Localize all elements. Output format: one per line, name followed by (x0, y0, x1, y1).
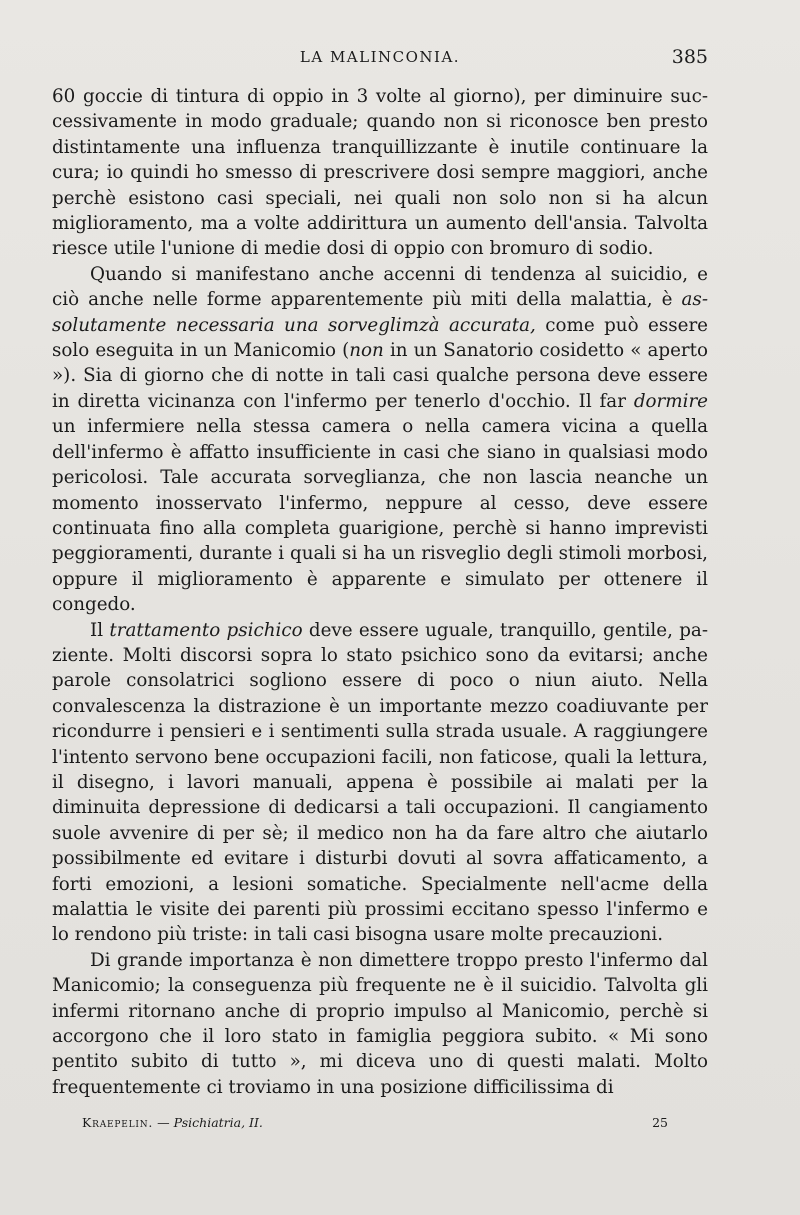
italic-text: non (349, 340, 384, 362)
text-run: Il (90, 619, 110, 641)
footer-separator: — (153, 1115, 174, 1130)
body-text (52, 84, 708, 1100)
text-run: in un Sanatorio cosidetto « aperto »). Sia di giorno che di notte in tali casi qualche persona deve essere in diretta vicinanza con l'infermo per tenerlo d'occhio. Il far (52, 340, 709, 412)
footer-work-title: Psichiatria, II. (173, 1115, 263, 1130)
text-run: deve essere uguale, tranquillo, gentile, paziente. Molti discorsi sopra lo stato psichico sono da evitarsi; anche parole consolatrici sogliono essere di poco o niun aiuto. Nella convalescenza la distrazione è un importante mezzo coadiuvante per ricondurre i pensieri e i sentimenti sulla strada usuale. A raggiungere l'intento servono bene occupazioni facili, non faticose, quali la lettura, il disegno, i lavori manuali, appena è possibile ai malati per la diminuita depressione di dedicarsi a tali occupazioni. Il cangiamento suole avvenire di per sè; il medico non ha da fare altro che aiutarlo possibilmente ed evitare i disturbi dovuti al sovra affaticamento, a forti emozioni, a lesioni somatiche. Specialmente nell'acme della malattia le visite dei parenti più prossimi eccitano spesso l'infermo e lo rendono più triste: in tali casi bisogna usare molte precauzioni. (52, 619, 708, 946)
italic-text: dormire (633, 390, 708, 412)
running-title: LA MALINCONIA. (299, 48, 461, 66)
page-number: 385 (671, 46, 708, 68)
paragraph (52, 618, 708, 948)
paragraph (52, 84, 708, 262)
italic-text: assolutamente necessaria una sorveglimzà accurata, (52, 289, 708, 336)
italic-text: trattamento psichico (109, 619, 303, 641)
running-head (52, 46, 708, 70)
text-run: Di grande importanza è non dimettere troppo presto l'infermo dal Manicomio; la conseguenza più frequente ne è il suicidio. Talvolta gli infermi ritornano anche di proprio impulso al Manicomio, perchè si accorgono che il loro stato in famiglia peggiora subito. « Mi sono pentito subito di tutto », mi diceva uno di questi malati. Molto frequentemente ci troviamo in una posizione difficilissima di (52, 949, 708, 1098)
text-run: come può essere solo eseguita in un Manicomio ( (52, 314, 708, 362)
text-run: 60 goccie di tintura di oppio in 3 volte al giorno), per diminuire successivamente in modo graduale; quando non si riconosce ben presto distintamente una influenza tranquillizzante è inutile continuare la cura; io quindi ho smesso di prescrivere dosi sempre maggiori, anche perchè esistono casi speciali, nei quali non solo non si ha alcun miglioramento, ma a volte addirittura un aumento dell'ansia. Talvolta riesce utile l'unione di medie dosi di oppio con bromuro di sodio. (52, 86, 708, 260)
text-run: un infermiere nella stessa camera o nella camera vicina a quella dell'infermo è affatto insufficiente in casi che siano in qualsiasi modo pericolosi. Tale accurata sorveglianza, che non lascia neanche un momento inosservato l'infermo, neppure al cesso, deve essere continuata fino alla completa guarigione, perchè si hanno imprevisti peggioramenti, durante i quali si ha un risveglio degli stimoli morbosi, oppure il miglioramento è apparente e simulato per ottenere il congedo. (52, 416, 708, 616)
paragraph (52, 948, 708, 1100)
text-run: Quando si manifestano anche accenni di tendenza al suicidio, e ciò anche nelle forme apparentemente più miti della malattia, è (52, 263, 708, 311)
page-footer (82, 1115, 668, 1130)
signature-number: 25 (652, 1115, 668, 1130)
paragraph (52, 262, 708, 618)
footer-author: Kraepelin. (82, 1115, 154, 1130)
